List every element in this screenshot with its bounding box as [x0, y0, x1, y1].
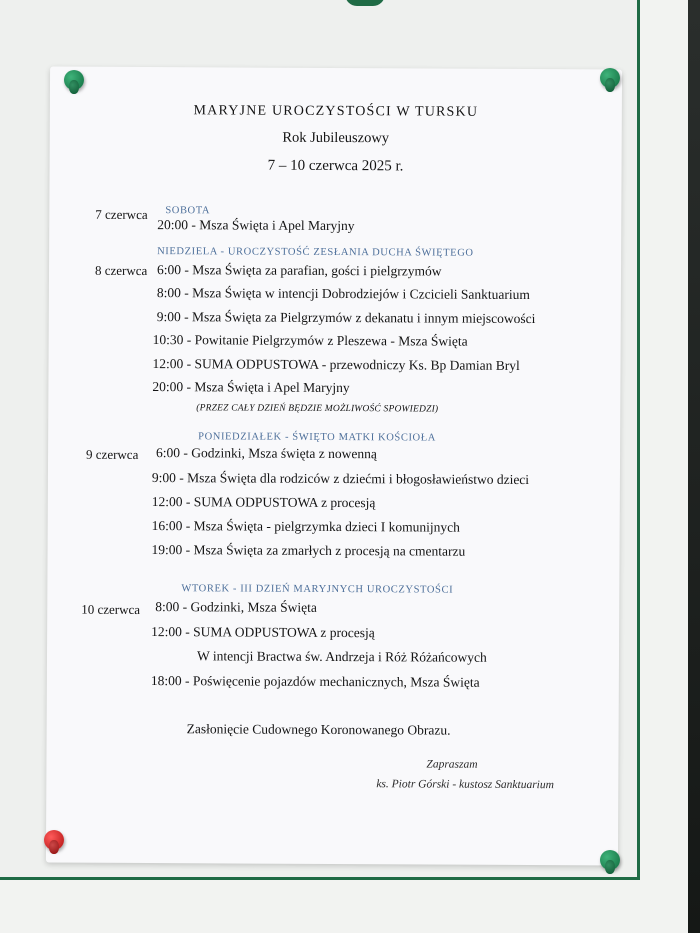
day-heading: SOBOTA: [165, 205, 211, 217]
green-pushpin: [600, 68, 620, 88]
schedule-entry: 18:00 - Poświęcenie pojazdów mechanicznych, Msza Święta: [150, 673, 480, 690]
schedule-entry: 16:00 - Msza Święta - pielgrzymka dzieci I komunijnych: [151, 518, 460, 535]
schedule-entry: 20:00 - Msza Święta i Apel Maryjny: [157, 217, 355, 234]
day-heading: NIEDZIELA - UROCZYSTOŚĆ ZESŁANIA DUCHA ŚWIĘTEGO: [157, 246, 474, 259]
notice-sheet: [46, 67, 622, 866]
day-heading: WTOREK - III DZIEŃ MARYJNYCH UROCZYSTOŚCI: [181, 583, 454, 596]
schedule-entry: 8:00 - Msza Święta w intencji Dobrodziejów i Czcicieli Sanktuarium: [156, 285, 530, 303]
schedule-entry: 10:30 - Powitanie Pielgrzymów z Pleszewa - Msza Święta: [152, 332, 468, 349]
schedule-entry: 19:00 - Msza Święta za zmarłych z procesją na cmentarzu: [151, 542, 466, 559]
green-pushpin: [600, 850, 620, 870]
schedule-entry: 6:00 - Msza Święta za parafian, gości i pielgrzymów: [156, 262, 442, 279]
schedule-entry: 12:00 - SUMA ODPUSTOWA - przewodniczy Ks. Bp Damian Bryl: [152, 356, 520, 373]
green-pushpin: [64, 70, 84, 90]
day-date: 7 czerwca: [95, 206, 148, 223]
schedule-entry: W intencji Bractwa św. Andrzeja i Róż Różańcowych: [196, 648, 487, 665]
day-heading: PONIEDZIAŁEK - ŚWIĘTO MATKI KOŚCIOŁA: [198, 431, 436, 444]
signature-invite: Zapraszam: [426, 758, 478, 771]
notice-title: MARYJNE UROCZYSTOŚCI W TURSKU: [193, 103, 479, 120]
schedule-entry: 6:00 - Godzinki, Msza święta z nowenną: [156, 445, 377, 462]
schedule-entry: 12:00 - SUMA ODPUSTOWA z procesją: [151, 624, 375, 641]
schedule-entry: 8:00 - Godzinki, Msza Święta: [155, 599, 317, 615]
day-date: 8 czerwca: [94, 262, 148, 279]
schedule-entry: 9:00 - Msza Święta za Pielgrzymów z dekanatu i innym miejscowości: [156, 309, 536, 327]
schedule-entry: 9:00 - Msza Święta dla rodziców z dziećmi i błogosławieństwo dzieci: [151, 470, 530, 488]
day-date: 9 czerwca: [86, 446, 139, 462]
signature-name: ks. Piotr Górski - kustosz Sanktuarium: [376, 778, 554, 792]
notice-subtitle: Rok Jubileuszowy: [282, 129, 390, 147]
schedule-entry: 12:00 - SUMA ODPUSTOWA z procesją: [151, 494, 376, 511]
schedule-entry: 20:00 - Msza Święta i Apel Maryjny: [152, 379, 350, 396]
day-date: 10 czerwca: [81, 601, 141, 617]
confession-note: (PRZEZ CAŁY DZIEŃ BĘDZIE MOŻLIWOŚĆ SPOWIEDZI): [196, 403, 439, 415]
board-edge: [688, 0, 700, 933]
red-pushpin: [44, 830, 64, 850]
notice-dates: 7 – 10 czerwca 2025 r.: [267, 157, 404, 175]
closing-line: Zasłonięcie Cudownego Koronowanego Obrazu.: [186, 721, 451, 738]
